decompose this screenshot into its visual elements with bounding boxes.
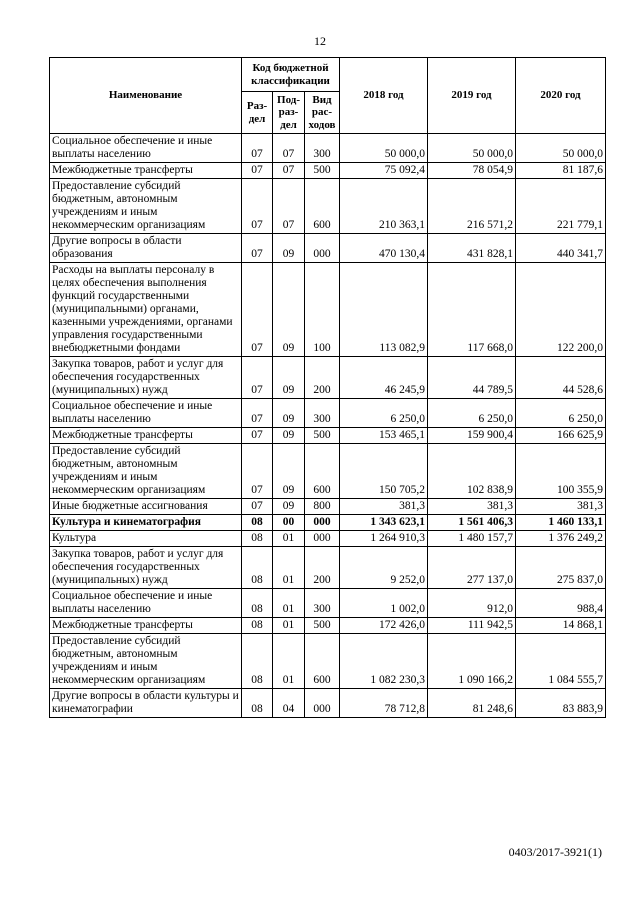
row-2018: 46 245,9 xyxy=(340,357,428,399)
row-expense-type: 300 xyxy=(305,589,340,618)
row-2019: 431 828,1 xyxy=(428,234,516,263)
page-number: 12 xyxy=(314,34,326,48)
header-expense-type: Вид рас-ходов xyxy=(305,92,340,134)
row-expense-type: 800 xyxy=(305,499,340,515)
row-2019: 50 000,0 xyxy=(428,134,516,163)
row-2018: 75 092,4 xyxy=(340,163,428,179)
row-2020: 44 528,6 xyxy=(516,357,606,399)
row-2018: 210 363,1 xyxy=(340,179,428,234)
row-2019: 6 250,0 xyxy=(428,399,516,428)
row-2018: 6 250,0 xyxy=(340,399,428,428)
document-code: 0403/2017-3921(1) xyxy=(508,845,602,859)
row-2020: 440 341,7 xyxy=(516,234,606,263)
row-name: Предоставление субсидий бюджетным, автономным учреждениям и иным некоммерческим организациям xyxy=(50,179,242,234)
row-section: 07 xyxy=(242,263,273,357)
row-section: 07 xyxy=(242,234,273,263)
row-2018: 1 082 230,3 xyxy=(340,634,428,689)
row-expense-type: 500 xyxy=(305,163,340,179)
table-row xyxy=(50,357,606,399)
row-2020: 1 084 555,7 xyxy=(516,634,606,689)
row-subsection: 01 xyxy=(273,618,305,634)
table-row xyxy=(50,399,606,428)
row-2020: 14 868,1 xyxy=(516,618,606,634)
row-subsection: 07 xyxy=(273,163,305,179)
row-expense-type: 000 xyxy=(305,689,340,718)
row-2020: 100 355,9 xyxy=(516,444,606,499)
header-2018: 2018 год xyxy=(340,58,428,134)
row-2020: 122 200,0 xyxy=(516,263,606,357)
row-2020: 988,4 xyxy=(516,589,606,618)
row-section: 08 xyxy=(242,589,273,618)
table-row xyxy=(50,589,606,618)
row-section: 07 xyxy=(242,399,273,428)
row-2018: 1 002,0 xyxy=(340,589,428,618)
row-2019: 381,3 xyxy=(428,499,516,515)
row-subsection: 09 xyxy=(273,263,305,357)
row-2020: 81 187,6 xyxy=(516,163,606,179)
row-2018: 50 000,0 xyxy=(340,134,428,163)
row-name: Другие вопросы в области культуры и кинематографии xyxy=(50,689,242,718)
header-2020: 2020 год xyxy=(516,58,606,134)
table-row xyxy=(50,428,606,444)
row-section: 07 xyxy=(242,499,273,515)
row-section: 08 xyxy=(242,689,273,718)
row-expense-type: 000 xyxy=(305,234,340,263)
header-code-group: Код бюджетной классификации xyxy=(242,58,340,92)
row-2018: 113 082,9 xyxy=(340,263,428,357)
row-name: Предоставление субсидий бюджетным, автономным учреждениям и иным некоммерческим организациям xyxy=(50,634,242,689)
row-expense-type: 000 xyxy=(305,531,340,547)
table-row xyxy=(50,618,606,634)
row-subsection: 09 xyxy=(273,428,305,444)
row-2020: 83 883,9 xyxy=(516,689,606,718)
row-section: 07 xyxy=(242,428,273,444)
table-row xyxy=(50,515,606,531)
row-section: 07 xyxy=(242,444,273,499)
row-section: 08 xyxy=(242,618,273,634)
row-section: 07 xyxy=(242,179,273,234)
table-row xyxy=(50,234,606,263)
row-2018: 172 426,0 xyxy=(340,618,428,634)
row-section: 08 xyxy=(242,634,273,689)
table-body xyxy=(50,134,606,718)
row-2019: 159 900,4 xyxy=(428,428,516,444)
row-subsection: 09 xyxy=(273,444,305,499)
row-subsection: 01 xyxy=(273,634,305,689)
row-2019: 44 789,5 xyxy=(428,357,516,399)
row-name: Иные бюджетные ассигнования xyxy=(50,499,242,515)
row-name: Межбюджетные трансферты xyxy=(50,163,242,179)
row-subsection: 01 xyxy=(273,589,305,618)
row-name: Расходы на выплаты персоналу в целях обеспечения выполнения функций государственными (муниципальными) органами, казенными учреждениями, органами управления государственными внебюджетными фондами xyxy=(50,263,242,357)
row-section: 07 xyxy=(242,163,273,179)
row-subsection: 01 xyxy=(273,547,305,589)
row-2018: 1 343 623,1 xyxy=(340,515,428,531)
row-expense-type: 500 xyxy=(305,618,340,634)
header-subsection: Под-раз-дел xyxy=(273,92,305,134)
row-2018: 78 712,8 xyxy=(340,689,428,718)
header-2019: 2019 год xyxy=(428,58,516,134)
row-expense-type: 200 xyxy=(305,547,340,589)
row-expense-type: 600 xyxy=(305,634,340,689)
row-expense-type: 500 xyxy=(305,428,340,444)
table-row xyxy=(50,547,606,589)
row-expense-type: 300 xyxy=(305,134,340,163)
row-expense-type: 200 xyxy=(305,357,340,399)
row-section: 08 xyxy=(242,547,273,589)
row-name: Межбюджетные трансферты xyxy=(50,618,242,634)
row-name: Закупка товаров, работ и услуг для обеспечения государственных (муниципальных) нужд xyxy=(50,547,242,589)
row-subsection: 09 xyxy=(273,357,305,399)
row-subsection: 04 xyxy=(273,689,305,718)
table-row xyxy=(50,531,606,547)
row-2019: 216 571,2 xyxy=(428,179,516,234)
row-2018: 9 252,0 xyxy=(340,547,428,589)
row-2020: 50 000,0 xyxy=(516,134,606,163)
row-section: 08 xyxy=(242,531,273,547)
row-name: Социальное обеспечение и иные выплаты населению xyxy=(50,134,242,163)
table-row xyxy=(50,444,606,499)
row-2018: 470 130,4 xyxy=(340,234,428,263)
row-2018: 153 465,1 xyxy=(340,428,428,444)
row-name: Социальное обеспечение и иные выплаты населению xyxy=(50,399,242,428)
row-2020: 275 837,0 xyxy=(516,547,606,589)
row-2019: 1 090 166,2 xyxy=(428,634,516,689)
row-name: Другие вопросы в области образования xyxy=(50,234,242,263)
row-subsection: 09 xyxy=(273,234,305,263)
row-2020: 221 779,1 xyxy=(516,179,606,234)
row-2020: 6 250,0 xyxy=(516,399,606,428)
row-2020: 1 460 133,1 xyxy=(516,515,606,531)
row-2019: 111 942,5 xyxy=(428,618,516,634)
row-2018: 1 264 910,3 xyxy=(340,531,428,547)
row-2019: 78 054,9 xyxy=(428,163,516,179)
row-2020: 166 625,9 xyxy=(516,428,606,444)
row-2019: 1 480 157,7 xyxy=(428,531,516,547)
row-subsection: 00 xyxy=(273,515,305,531)
row-2019: 117 668,0 xyxy=(428,263,516,357)
row-subsection: 07 xyxy=(273,179,305,234)
row-2019: 912,0 xyxy=(428,589,516,618)
row-2019: 1 561 406,3 xyxy=(428,515,516,531)
table-row xyxy=(50,499,606,515)
row-expense-type: 000 xyxy=(305,515,340,531)
row-name: Культура xyxy=(50,531,242,547)
row-subsection: 01 xyxy=(273,531,305,547)
row-2020: 1 376 249,2 xyxy=(516,531,606,547)
row-name: Культура и кинематография xyxy=(50,515,242,531)
row-name: Межбюджетные трансферты xyxy=(50,428,242,444)
table-row xyxy=(50,634,606,689)
budget-table xyxy=(49,57,606,718)
row-name: Социальное обеспечение и иные выплаты населению xyxy=(50,589,242,618)
row-name: Закупка товаров, работ и услуг для обеспечения государственных (муниципальных) нужд xyxy=(50,357,242,399)
row-2020: 381,3 xyxy=(516,499,606,515)
row-2019: 81 248,6 xyxy=(428,689,516,718)
row-expense-type: 300 xyxy=(305,399,340,428)
table-row xyxy=(50,689,606,718)
row-expense-type: 600 xyxy=(305,179,340,234)
table-row xyxy=(50,263,606,357)
row-section: 07 xyxy=(242,357,273,399)
row-subsection: 09 xyxy=(273,399,305,428)
row-section: 07 xyxy=(242,134,273,163)
table-row xyxy=(50,179,606,234)
row-subsection: 09 xyxy=(273,499,305,515)
row-2019: 102 838,9 xyxy=(428,444,516,499)
row-expense-type: 100 xyxy=(305,263,340,357)
row-expense-type: 600 xyxy=(305,444,340,499)
row-2019: 277 137,0 xyxy=(428,547,516,589)
row-name: Предоставление субсидий бюджетным, автономным учреждениям и иным некоммерческим организациям xyxy=(50,444,242,499)
row-2018: 381,3 xyxy=(340,499,428,515)
header-name: Наименование xyxy=(50,58,242,134)
header-section: Раз-дел xyxy=(242,92,273,134)
row-subsection: 07 xyxy=(273,134,305,163)
table-row xyxy=(50,163,606,179)
table-row xyxy=(50,134,606,163)
row-2018: 150 705,2 xyxy=(340,444,428,499)
row-section: 08 xyxy=(242,515,273,531)
